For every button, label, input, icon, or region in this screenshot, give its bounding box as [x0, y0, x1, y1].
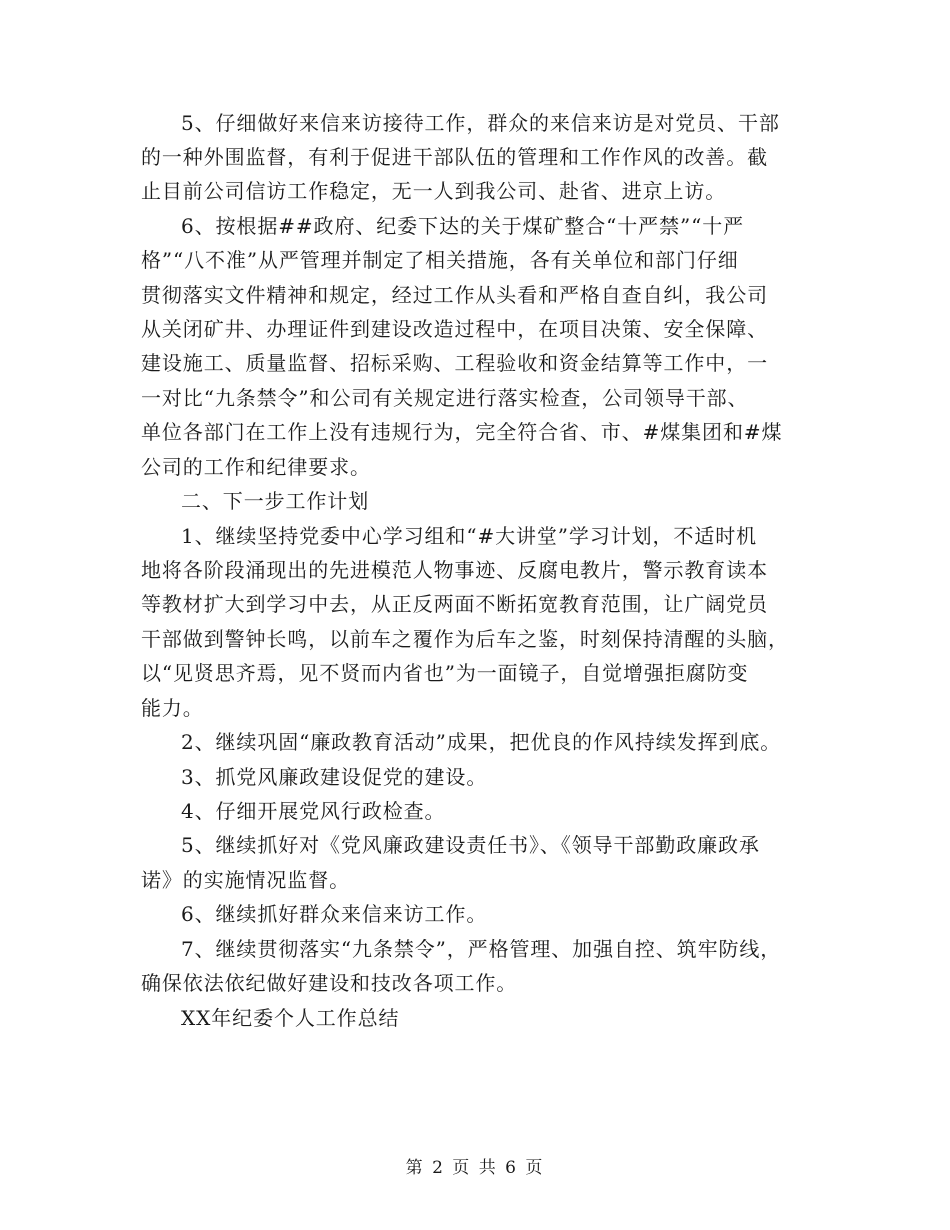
paragraph-line: 等教材扩大到学习中去，从正反两面不断拓宽教育范围，让广阔党员: [141, 592, 768, 616]
paragraph-line: 公司的工作和纪律要求。: [141, 455, 371, 479]
paragraph-line: 以“见贤思齐焉，见不贤而内省也”为一面镜子，自觉增强拒腐防变: [141, 661, 749, 685]
paragraph-line: 地将各阶段涌现出的先进模范人物事迹、反腐电教片，警示教育读本: [141, 558, 768, 582]
paragraph-line: 5、继续抓好对《党风廉政建设责任书》、《领导干部勤政廉政承: [181, 833, 760, 857]
paragraph-line: 6、继续抓好群众来信来访工作。: [181, 902, 488, 926]
paragraph-line: 贯彻落实文件精神和规定，经过工作从头看和严格自查自纠，我公司: [141, 283, 768, 307]
paragraph-line: 格”“八不准”从严管理并制定了相关措施，各有关单位和部门仔细: [141, 248, 739, 272]
paragraph-line: 的一种外围监督，有利于促进干部队伍的管理和工作作风的改善。截: [141, 145, 768, 169]
paragraph-line: 一对比“九条禁令”和公司有关规定进行落实检查，公司领导干部、: [141, 386, 749, 410]
paragraph-line: 诺》的实施情况监督。: [141, 868, 350, 892]
page-number-footer: 第 2 页 共 6 页: [405, 1158, 545, 1178]
paragraph-line: 5、仔细做好来信来访接待工作，群众的来信来访是对党员、干部: [181, 111, 780, 135]
paragraph-line: 单位各部门在工作上没有违规行为，完全符合省、市、#煤集团和#煤: [141, 420, 783, 444]
paragraph-line: 7、继续贯彻落实“九条禁令”，严格管理、加强自控、筑牢防线，: [181, 937, 782, 961]
paragraph-line: 建设施工、质量监督、招标采购、工程验收和资金结算等工作中，一: [141, 351, 768, 375]
paragraph-line: 3、抓党风廉政建设促党的建设。: [181, 765, 488, 789]
section-heading: 二、下一步工作计划: [181, 489, 370, 513]
paragraph-line: 能力。: [141, 696, 204, 720]
paragraph-line: 止目前公司信访工作稳定，无一人到我公司、赴省、进京上访。: [141, 179, 727, 203]
paragraph-line: 6、按根据##政府、纪委下达的关于煤矿整合“十严禁”“十严: [181, 214, 745, 238]
paragraph-line: 1、继续坚持党委中心学习组和“#大讲堂”学习计划，不适时机: [181, 524, 758, 548]
paragraph-line: 4、仔细开展党风行政检查。: [181, 799, 446, 823]
paragraph-line: 干部做到警钟长鸣，以前车之覆作为后车之鉴，时刻保持清醒的头脑，: [141, 627, 789, 651]
paragraph-line: 确保依法依纪做好建设和技改各项工作。: [141, 971, 518, 995]
paragraph-line: 2、继续巩固“廉政教育活动”成果，把优良的作风持续发挥到底。: [181, 730, 782, 754]
paragraph-line: 从关闭矿井、办理证件到建设改造过程中，在项目决策、安全保障、: [141, 317, 768, 341]
document-subtitle: XX年纪委个人工作总结: [181, 1006, 400, 1030]
